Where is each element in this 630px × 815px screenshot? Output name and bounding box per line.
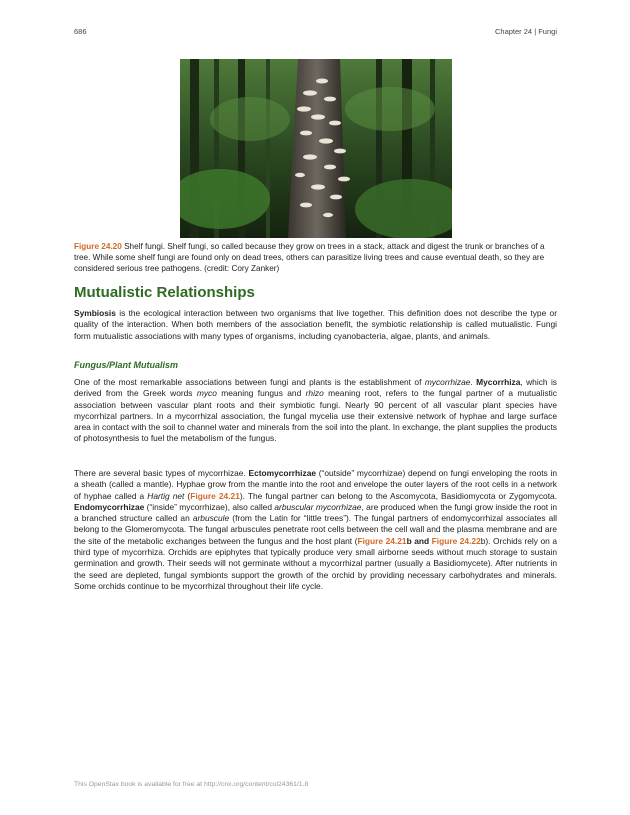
page-number: 686	[74, 27, 87, 36]
figure-link-24-21b[interactable]: Figure 24.21	[357, 535, 407, 546]
figure-link-24-21[interactable]: Figure 24.21	[190, 490, 240, 501]
term-myco: myco	[196, 388, 217, 399]
forest-illustration	[180, 59, 452, 238]
chapter-header: Chapter 24 | Fungi	[495, 27, 557, 36]
term-hartig-net: Hartig net	[147, 490, 185, 501]
paragraph-text: ). The fungal partner can belong to the Ascomycota, Basidiomycota or Zygomycota.	[239, 490, 558, 501]
term-symbiosis: Symbiosis	[74, 308, 116, 318]
paragraph-text: (“inside” mycorrhizae), also called	[144, 501, 275, 512]
paragraph-text: , are produced when the fungi grow inside the root in a branched structure called an	[74, 501, 558, 524]
figure-caption-text: Shelf fungi. Shelf fungi, so called because they grow on trees in a stack, attack and digest the trunk or branches of a tree. While some shelf fungi are found only on dead trees, others can parasitize living trees and cause eventual death, so they are considered serious tree pathogens. (credit: Cory Zanker)	[74, 242, 545, 274]
paragraph-text: (	[184, 490, 191, 501]
footer-note: This OpenStax book is available for free at http://cnx.org/content/col24361/1.8	[74, 781, 309, 788]
term-arbuscular-mycorrhizae: arbuscular mycorrhizae	[274, 501, 362, 512]
term-ectomycorrhizae: Ectomycorrhizae	[248, 468, 317, 478]
paragraph-text: (“outside” mycorrhizae) depend on fungi enveloping the roots in a sheath (called a mantle). Hyphae grow from the mantle into the root and envelope the outer layers of the root cells in a network of hyphae called a	[74, 468, 557, 501]
paragraph-text: meaning fungus and	[216, 388, 306, 399]
paragraph-mycorrhizae	[74, 377, 557, 445]
paragraph-symbiosis	[74, 308, 557, 342]
paragraph-types-of-mycorrhizae	[74, 468, 557, 592]
paragraph-text: b). Orchids rely on a third type of mycorrhiza. Orchids are epiphytes that typically produce very small airborne seeds without much storage to sustain germination and growth. Their seeds will not germinate without a mycorrhizal partner (usually a Basidiomycete). After nutrients in the seed are depleted, fungal symbionts support the growth of the orchid by providing necessary carbohydrates and minerals. Some orchids continue to be mycorrhizal throughout their life cycle.	[74, 535, 557, 591]
paragraph-text: One of the most remarkable associations between fungi and plants is the establishment of	[74, 377, 425, 387]
figure-label: Figure 24.20	[74, 242, 122, 251]
paragraph-text: b and	[406, 535, 432, 546]
paragraph-text: meaning root, refers to the fungal partner of a mutualistic association between vascular plant roots and their symbiotic fungi. Nearly 90 percent of all vascular plant species have mycorrhizal partners. In a mycorrhizal association, the fungal mycelia use their extensive network of hyphae and large surface area in contact with the soil to channel water and minerals from the soil into the plant. In exchange, the plant supplies the products of photosynthesis to fuel the metabolism of the fungus.	[74, 388, 557, 444]
paragraph-text: , which is derived from the Greek words	[74, 377, 557, 399]
term-rhizo: rhizo	[305, 388, 324, 399]
figure-link-24-22[interactable]: Figure 24.22	[431, 535, 481, 546]
term-mycorrhizae: mycorrhizae	[424, 377, 471, 387]
term-mycorrhiza: Mycorrhiza	[476, 377, 521, 387]
figure-caption	[74, 241, 557, 275]
section-title: Mutualistic Relationships	[74, 284, 255, 301]
paragraph-text: .	[470, 377, 477, 387]
term-arbuscule: arbuscule	[192, 513, 230, 524]
subsection-title: Fungus/Plant Mutualism	[74, 360, 179, 370]
paragraph-text: There are several basic types of mycorrhizae.	[74, 468, 249, 478]
term-endomycorrhizae: Endomycorrhizae	[74, 501, 145, 512]
figure-shelf-fungi-photo	[180, 59, 452, 238]
paragraph-text: (from the Latin for “little trees”). The fungal partners of endomycorrhizal associates all belong to the Glomeromycota. The fungal arbuscules penetrate root cells between the cell wall and the plasma membrane and are the site of the metabolic exchanges between the fungus and the host plant (	[74, 513, 557, 546]
paragraph-text: is the ecological interaction between two organisms that live together. This definition does not describe the type or quality of the interaction. When both members of the association benefit, the symbiotic relationship is called mutualistic. Fungi form mutualistic associations with many types of organisms, including cyanobacteria, algae, plants, and animals.	[74, 308, 557, 341]
